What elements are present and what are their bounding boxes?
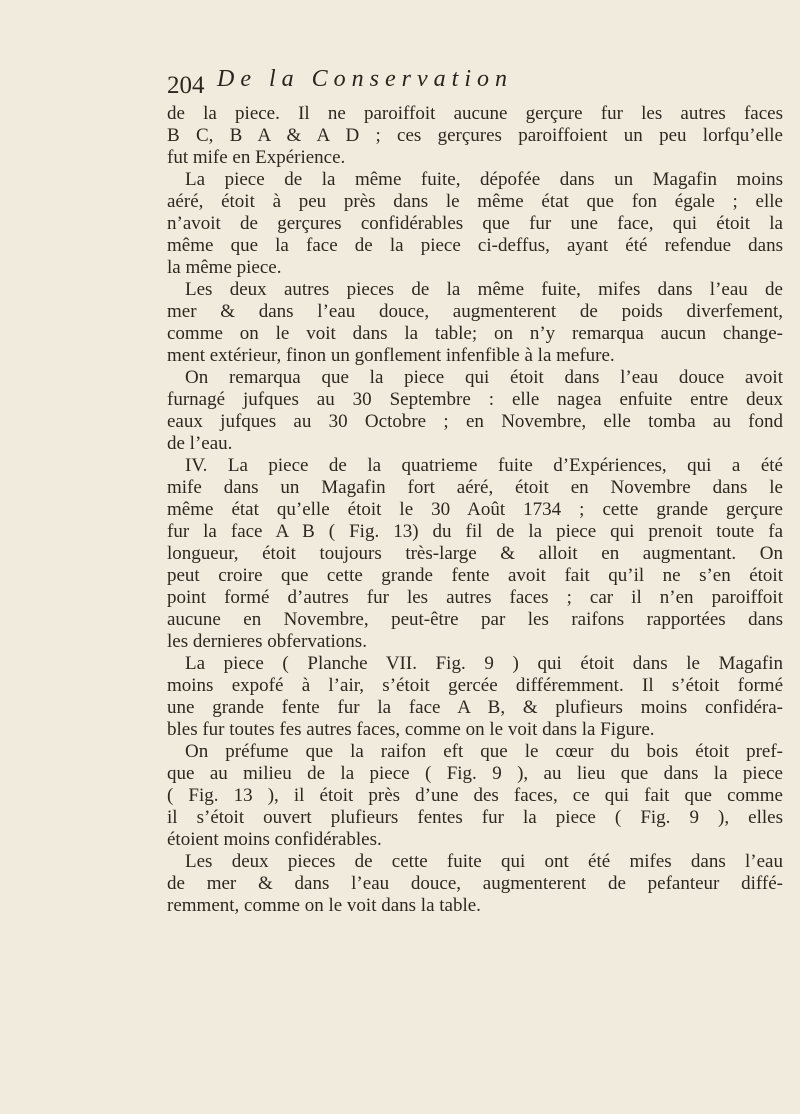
text-line: eaux jufques au 30 Octobre ; en Novembre, elle tomba au fond bbox=[167, 411, 783, 432]
paragraph bbox=[167, 367, 783, 455]
text-line: aucune en Novembre, peut-être par les raifons rapportées dans bbox=[167, 609, 783, 630]
text-line: On préfume que la raifon eft que le cœur du bois étoit pref- bbox=[185, 741, 783, 762]
text-line: il s’étoit ouvert plufieurs fentes fur la piece ( Fig. 9 ), elles bbox=[167, 807, 783, 828]
paragraph bbox=[167, 279, 783, 367]
text-line: furnagé jufques au 30 Septembre : elle nagea enfuite entre deux bbox=[167, 389, 783, 410]
text-line: même état qu’elle étoit le 30 Août 1734 ; cette grande gerçure bbox=[167, 499, 783, 520]
text-line: aéré, étoit à peu près dans le même état que fon égale ; elle bbox=[167, 191, 783, 212]
text-line: La piece ( Planche VII. Fig. 9 ) qui étoit dans le Magafin bbox=[185, 653, 783, 674]
text-line: de la piece. Il ne paroiffoit aucune gerçure fur les autres faces bbox=[167, 103, 783, 124]
text-line: fur la face A B ( Fig. 13) du fil de la piece qui prenoit toute fa bbox=[167, 521, 783, 542]
text-line: ment extérieur, finon un gonflement infenfible à la mefure. bbox=[167, 345, 615, 366]
text-line: que au milieu de la piece ( Fig. 9 ), au lieu que dans la piece bbox=[167, 763, 783, 784]
body-text bbox=[167, 103, 783, 917]
text-line: comme on le voit dans la table; on n’y remarqua aucun change- bbox=[167, 323, 783, 344]
text-line: la même piece. bbox=[167, 257, 282, 278]
text-line: mer & dans l’eau douce, augmenterent de poids diverfement, bbox=[167, 301, 783, 322]
text-line: ( Fig. 13 ), il étoit près d’une des faces, ce qui fait que comme bbox=[167, 785, 783, 806]
page-number: 204 bbox=[167, 72, 205, 99]
text-line: B C, B A & A D ; ces gerçures paroiffoient un peu lorfqu’elle bbox=[167, 125, 783, 146]
text-line: de l’eau. bbox=[167, 433, 233, 454]
paragraph bbox=[167, 653, 783, 741]
text-line: une grande fente fur la face A B, & plufieurs moins confidéra- bbox=[167, 697, 783, 718]
text-line: de mer & dans l’eau douce, augmenterent de pefanteur diffé- bbox=[167, 873, 783, 894]
text-line: remment, comme on le voit dans la table. bbox=[167, 895, 481, 916]
page-header bbox=[167, 68, 767, 98]
text-line: bles fur toutes fes autres faces, comme on le voit dans la Figure. bbox=[167, 719, 655, 740]
text-line: Les deux autres pieces de la même fuite, mifes dans l’eau de bbox=[185, 279, 783, 300]
paragraph bbox=[167, 103, 783, 169]
running-title: De la Conservation bbox=[217, 66, 513, 92]
paragraph bbox=[167, 169, 783, 279]
text-line: moins expofé à l’air, s’étoit gercée différemment. Il s’étoit formé bbox=[167, 675, 783, 696]
text-line: fut mife en Expérience. bbox=[167, 147, 346, 168]
text-line: Les deux pieces de cette fuite qui ont été mifes dans l’eau bbox=[185, 851, 783, 872]
text-line: même que la face de la piece ci-deffus, ayant été refendue dans bbox=[167, 235, 783, 256]
paragraph bbox=[167, 851, 783, 917]
text-line: peut croire que cette grande fente avoit fait qu’il ne s’en étoit bbox=[167, 565, 783, 586]
text-line: point formé d’autres fur les autres faces ; car il n’en paroiffoit bbox=[167, 587, 783, 608]
text-line: les dernieres obfervations. bbox=[167, 631, 367, 652]
text-line: étoient moins confidérables. bbox=[167, 829, 382, 850]
text-line: n’avoit de gerçures confidérables que fur une face, qui étoit la bbox=[167, 213, 783, 234]
text-line: mife dans un Magafin fort aéré, étoit en Novembre dans le bbox=[167, 477, 783, 498]
paragraph bbox=[167, 455, 783, 653]
text-line: La piece de la même fuite, dépofée dans un Magafin moins bbox=[185, 169, 783, 190]
text-line: IV. La piece de la quatrieme fuite d’Expériences, qui a été bbox=[185, 455, 783, 476]
paragraph bbox=[167, 741, 783, 851]
text-line: On remarqua que la piece qui étoit dans l’eau douce avoit bbox=[185, 367, 783, 388]
text-line: longueur, étoit toujours très-large & alloit en augmentant. On bbox=[167, 543, 783, 564]
